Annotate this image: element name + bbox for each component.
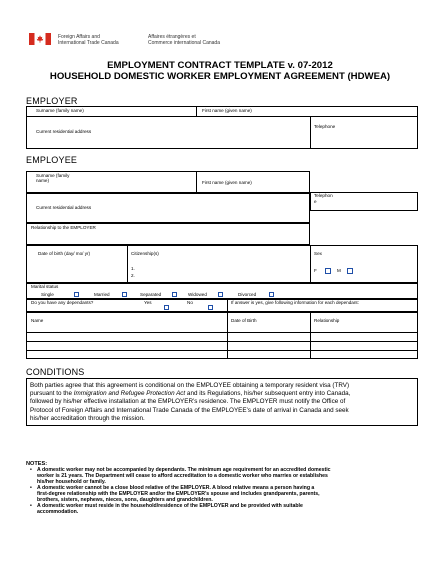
notes-heading: NOTES: [26,461,48,467]
marital-widowed-checkbox[interactable] [218,292,223,297]
marital-divorced-checkbox[interactable] [269,292,274,297]
employee-telephone-label: Telephon [314,193,333,198]
dependants-col-dob: Date of Birth [231,318,257,323]
dependants-no-label: No [187,300,193,305]
sex-f-checkbox[interactable] [325,268,331,274]
employee-surname-label-cont: name) [36,178,50,183]
dependants-yes-checkbox[interactable] [164,305,169,310]
citizenship-2-input[interactable] [138,272,306,278]
dept-name-fr-line1: Affaires étrangères et [148,34,196,40]
document-title: EMPLOYMENT CONTRACT TEMPLATE v. 07-2012 [107,60,333,71]
employer-telephone-input[interactable] [314,131,414,145]
conditions-line-2: pursuant to the Immigration and Refugee Protection Act and its Regulations, his/her subsequent entry into Canada, [30,390,351,398]
marital-separated-checkbox[interactable] [172,292,177,297]
canada-flag-icon [29,33,51,45]
sex-m-label: M [337,268,341,273]
employee-surname-label: Surname (family [36,173,70,178]
conditions-line-5: his/her accreditation through the mission. [30,414,145,422]
dept-name-en-line1: Foreign Affairs and [58,34,100,40]
dependant-row-1-name[interactable] [27,333,226,340]
citizenship-1-input[interactable] [138,265,306,271]
conditions-line-4: Protocol of Foreign Affairs and International Trade Canada of the EMPLOYEE’s date of arrival in Canada and seek [30,406,349,414]
dependants-no-checkbox[interactable] [208,305,213,310]
employee-sex-label: Sex [314,251,322,256]
dept-name-en-line2: International Trade Canada [58,40,119,46]
citizenship-2-label: 2. [131,273,135,278]
employee-surname-input[interactable] [60,184,190,191]
citizenship-1-label: 1. [131,266,135,271]
employee-telephone-label-cont: e [314,199,317,204]
employer-address-label: Current residential address [36,129,92,134]
irpa-title: Immigration and Refugee Protection Act [73,390,186,398]
employee-telephone-input[interactable] [324,203,414,210]
conditions-line-1: Both parties agree that this agreement is conditional on the EMPLOYEE obtaining a temporary resident visa (TRV) [30,382,350,389]
dependants-question: Do you have any dependants? [31,300,94,305]
marital-widowed-label: Widowed [188,292,207,297]
employer-surname-input[interactable] [92,108,192,114]
marital-married-label: Married [94,292,110,297]
conditions-heading: CONDITIONS [26,367,85,377]
marital-divorced-label: Divorced [238,292,257,297]
employee-address-label: Current residential address [36,205,92,210]
employee-dob-input[interactable] [38,262,123,278]
notes-list [30,467,331,515]
employer-telephone-label: Telephone [314,124,336,129]
marital-single-label: Single [41,292,54,297]
employee-dob-label: Date of birth (day/ mo/ yr) [38,251,91,256]
dependants-yes-label: Yes [144,300,152,305]
note-3: • A domestic worker must reside in the household/residence of the EMPLOYER and be provided with suitable accommodation. [30,503,303,515]
employer-surname-label: Surname (family name) [36,108,84,113]
dept-name-fr-line2: Commerce international Canada [148,40,220,46]
conditions-line-3: followed by his/her effective installation at the EMPLOYER’s residence. The EMPLOYER must notify the Office of [30,398,346,406]
employee-heading: EMPLOYEE [26,155,78,165]
employer-first-name-label: First name (given name) [202,108,252,113]
employer-first-name-input[interactable] [262,108,412,114]
conditions-box [26,378,418,426]
sex-m-checkbox[interactable] [347,268,353,274]
note-2: • A domestic worker cannot be a close blood relative of the EMPLOYER. A blood relative means a person having a first-degree relationship with the EMPLOYER and/or the EMPLOYER’s spouse and includes grandparents, parents, brothers, sisters, nephews, nieces, sons, daughters and grandchildren. [30,485,320,503]
employee-relationship-label: Relationship to the EMPLOYER [31,225,96,230]
marital-single-checkbox[interactable] [74,292,79,297]
dependant-row-3-name[interactable] [27,351,226,358]
employer-address-input[interactable] [36,137,306,147]
dependant-row-2-name[interactable] [27,342,226,349]
marital-status-label: Marital status [31,284,59,289]
employee-address-input[interactable] [120,213,306,221]
document-subtitle: HOUSEHOLD DOMESTIC WORKER EMPLOYMENT AGREEMENT (HDWEA) [49,71,391,82]
employer-heading: EMPLOYER [26,96,78,106]
sex-f-label: F [314,268,317,273]
note-1: • A domestic worker may not be accompanied by dependants. The minimum age requirement for an accredited domestic worker is 21 years. The Department will cease to afford accreditation to a domestic worker who marries or establishes his/her household or family. [30,467,331,485]
employee-first-name-input[interactable] [262,186,306,191]
employee-citizenship-label: Citizenship(s) [131,251,159,256]
marital-married-checkbox[interactable] [122,292,127,297]
dependants-info-label: If answer is yes, give following information for each dependant: [231,300,359,305]
employee-first-name-label: First name (given name) [202,180,252,185]
employee-relationship-input[interactable] [31,233,306,242]
dependants-col-relationship: Relationship [314,318,340,323]
dependants-col-name: Name [31,318,44,323]
marital-separated-label: Separated [140,292,162,297]
